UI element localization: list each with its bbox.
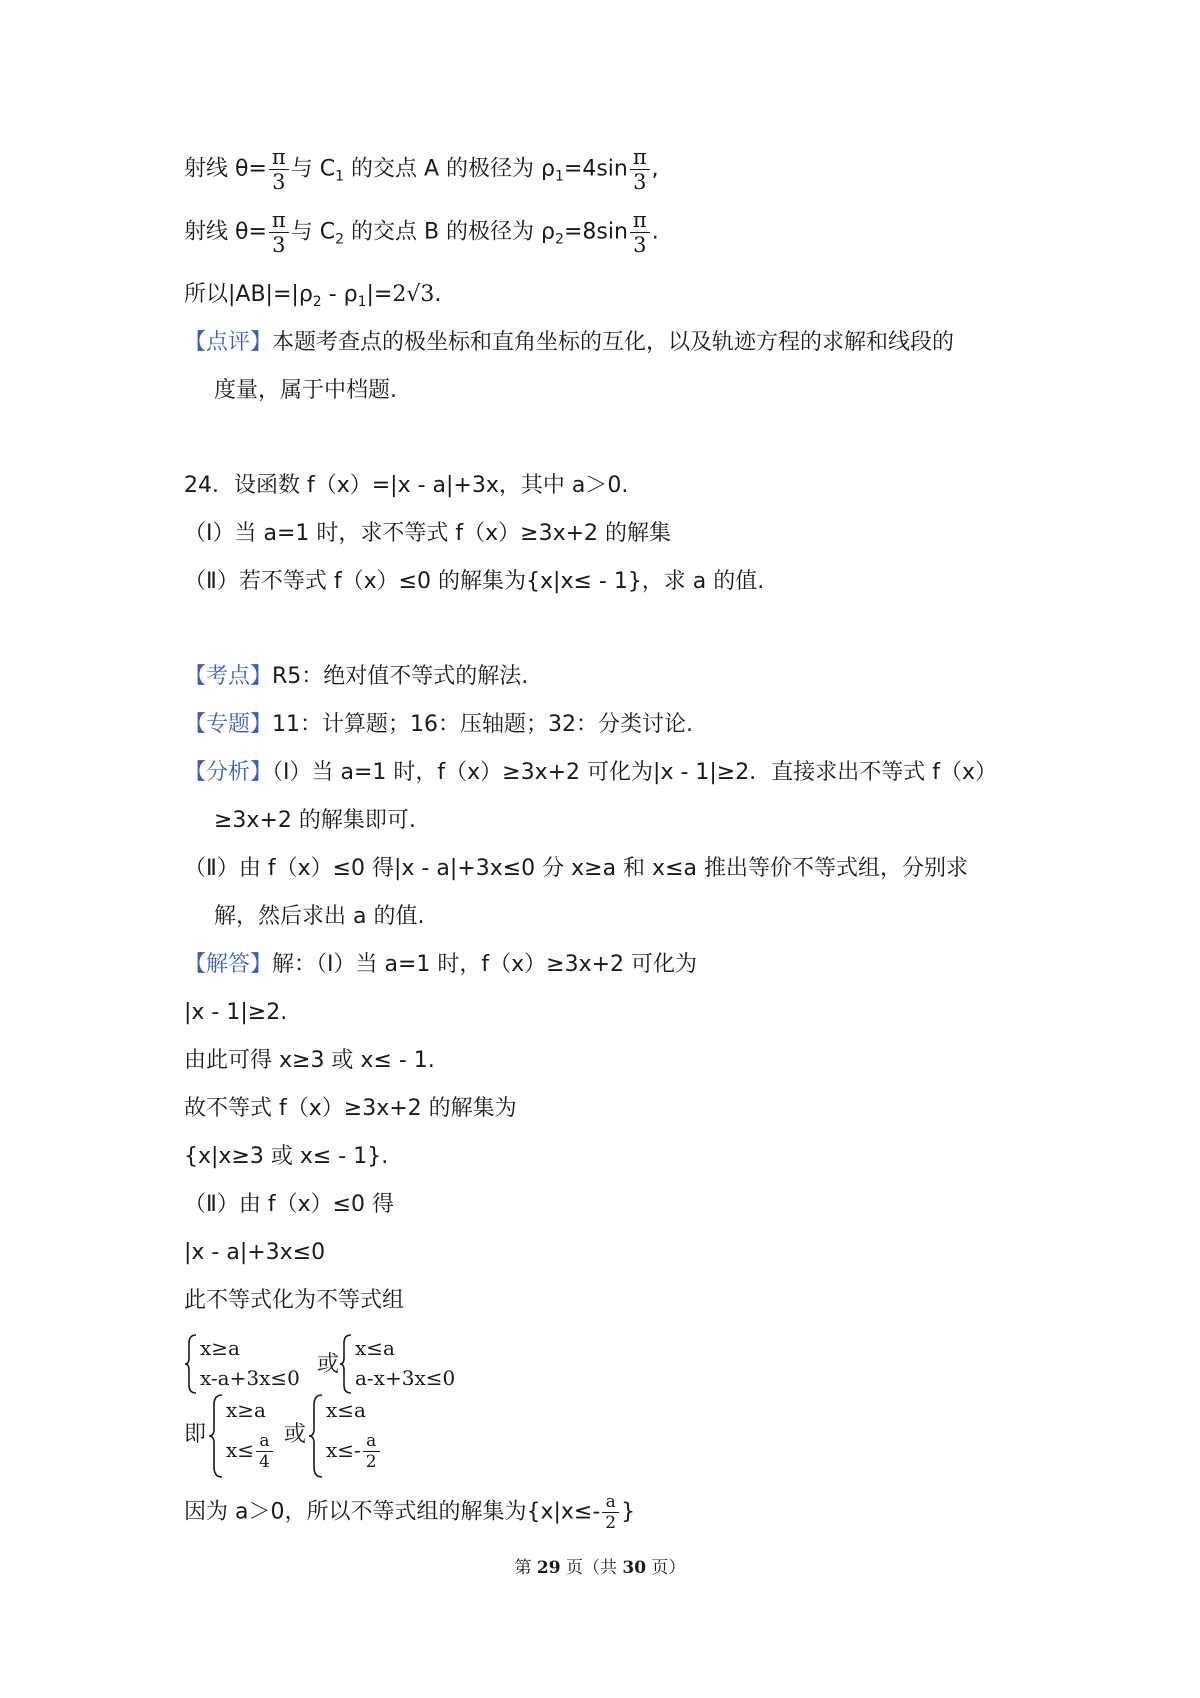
solution-step: {x|x≥3 或 x≤ - 1}. [184, 1144, 389, 1169]
kaodian-line: 【考点】R5：绝对值不等式的解法. [184, 664, 529, 689]
solution-step: 由此可得 x≥3 或 x≤ - 1. [184, 1048, 435, 1073]
fraction-pi-over-3: $\frac{\pi}{3}$ [269, 208, 289, 257]
fraction-a-over-4: $\frac{a}{4}$ [256, 1431, 273, 1472]
review-tag: 【点评】 [184, 330, 273, 355]
jieda-tag: 【解答】 [184, 952, 273, 977]
total-pages: 30 [622, 1558, 647, 1578]
brace-icon [208, 1393, 224, 1479]
question-24: 24．设函数 f（x）=|x - a|+3x，其中 a＞0. [184, 473, 629, 498]
brace-icon [308, 1393, 324, 1479]
line-ab-length: 所以$|AB|=|\rho_2 - \rho_1|=2√3$. [184, 282, 442, 310]
ji-text: 即 [184, 1422, 207, 1447]
zhuanti-line: 【专题】11：计算题；16：压轴题；32：分类讨论. [184, 712, 693, 737]
question-24-part2: （Ⅱ）若不等式 f（x）≤0 的解集为{x|x≤ - 1}，求 a 的值. [184, 569, 765, 594]
system-2: x≤a a-x+3x≤0 [355, 1336, 456, 1390]
kaodian-tag: 【考点】 [184, 664, 273, 689]
jieda-line-1: 【解答】解：（Ⅰ）当 a=1 时，f（x）≥3x+2 可化为 [184, 952, 698, 977]
solution-step: 此不等式化为不等式组 [184, 1288, 405, 1313]
fenxi-line-3: （Ⅱ）由 f（x）≤0 得|x - a|+3x≤0 分 x≥a 和 x≤a 推出等价不等式组，分别求 [184, 856, 968, 881]
final-line: 因为 a＞0，所以不等式组的解集为{x|x≤- $\frac{a}{2}$ } [184, 1492, 636, 1533]
question-24-part1: （Ⅰ）当 a=1 时，求不等式 f（x）≥3x+2 的解集 [184, 521, 672, 546]
fenxi-tag: 【分析】 [184, 760, 273, 785]
fenxi-line-4: 解，然后求出 a 的值. [214, 904, 425, 929]
fraction-pi-over-3: $\frac{\pi}{3}$ [269, 145, 289, 194]
line-ray-c2: 射线 θ= $\frac{\pi}{3}$ 与 $C_2$ 的交点 B 的极径为 $\rho_2=8\sin$ $\frac{\pi}{3}$ . [184, 208, 659, 257]
line-ray-c1: 射线 θ= $\frac{\pi}{3}$ 与 $C_1$ 的交点 A 的极径为 $\rho_1=4\sin$ $\frac{\pi}{3}$ , [184, 145, 659, 194]
text: 射线 θ= [184, 156, 267, 182]
system-4: x≤a x≤- $\frac{a}{2}$ [326, 1395, 382, 1472]
system-1: x≥a x-a+3x≤0 [200, 1336, 300, 1390]
or-text: 或 [284, 1422, 307, 1447]
or-text: 或 [317, 1352, 340, 1377]
zhuanti-tag: 【专题】 [184, 712, 273, 737]
page-number: 29 [536, 1558, 561, 1578]
review-line-2: 度量，属于中档题. [214, 378, 397, 403]
solution-step: （Ⅱ）由 f（x）≤0 得 [184, 1192, 395, 1217]
fraction-a-over-2: $\frac{a}{2}$ [363, 1431, 380, 1472]
brace-icon [184, 1333, 198, 1395]
page-footer: 第 29 页（共 30 页） [514, 1558, 686, 1578]
review-line-1: 【点评】本题考查点的极坐标和直角坐标的互化，以及轨迹方程的求解和线段的 [184, 330, 955, 355]
fraction-a-over-2: $\frac{a}{2}$ [602, 1492, 619, 1533]
solution-step: 故不等式 f（x）≥3x+2 的解集为 [184, 1096, 517, 1121]
sqrt-value: 2√3 [392, 282, 435, 307]
solution-step: |x - 1|≥2. [184, 1000, 288, 1025]
fenxi-line-2: ≥3x+2 的解集即可. [214, 808, 416, 833]
fraction-pi-over-3: $\frac{\pi}{3}$ [630, 145, 650, 194]
solution-step: |x - a|+3x≤0 [184, 1240, 326, 1265]
fraction-pi-over-3: $\frac{\pi}{3}$ [630, 208, 650, 257]
system-3: x≥a x≤ $\frac{a}{4}$ [226, 1395, 275, 1472]
brace-icon [339, 1333, 353, 1395]
fenxi-line-1: 【分析】（Ⅰ）当 a=1 时，f（x）≥3x+2 可化为|x - 1|≥2．直接求出不等式 f（x） [184, 760, 997, 785]
